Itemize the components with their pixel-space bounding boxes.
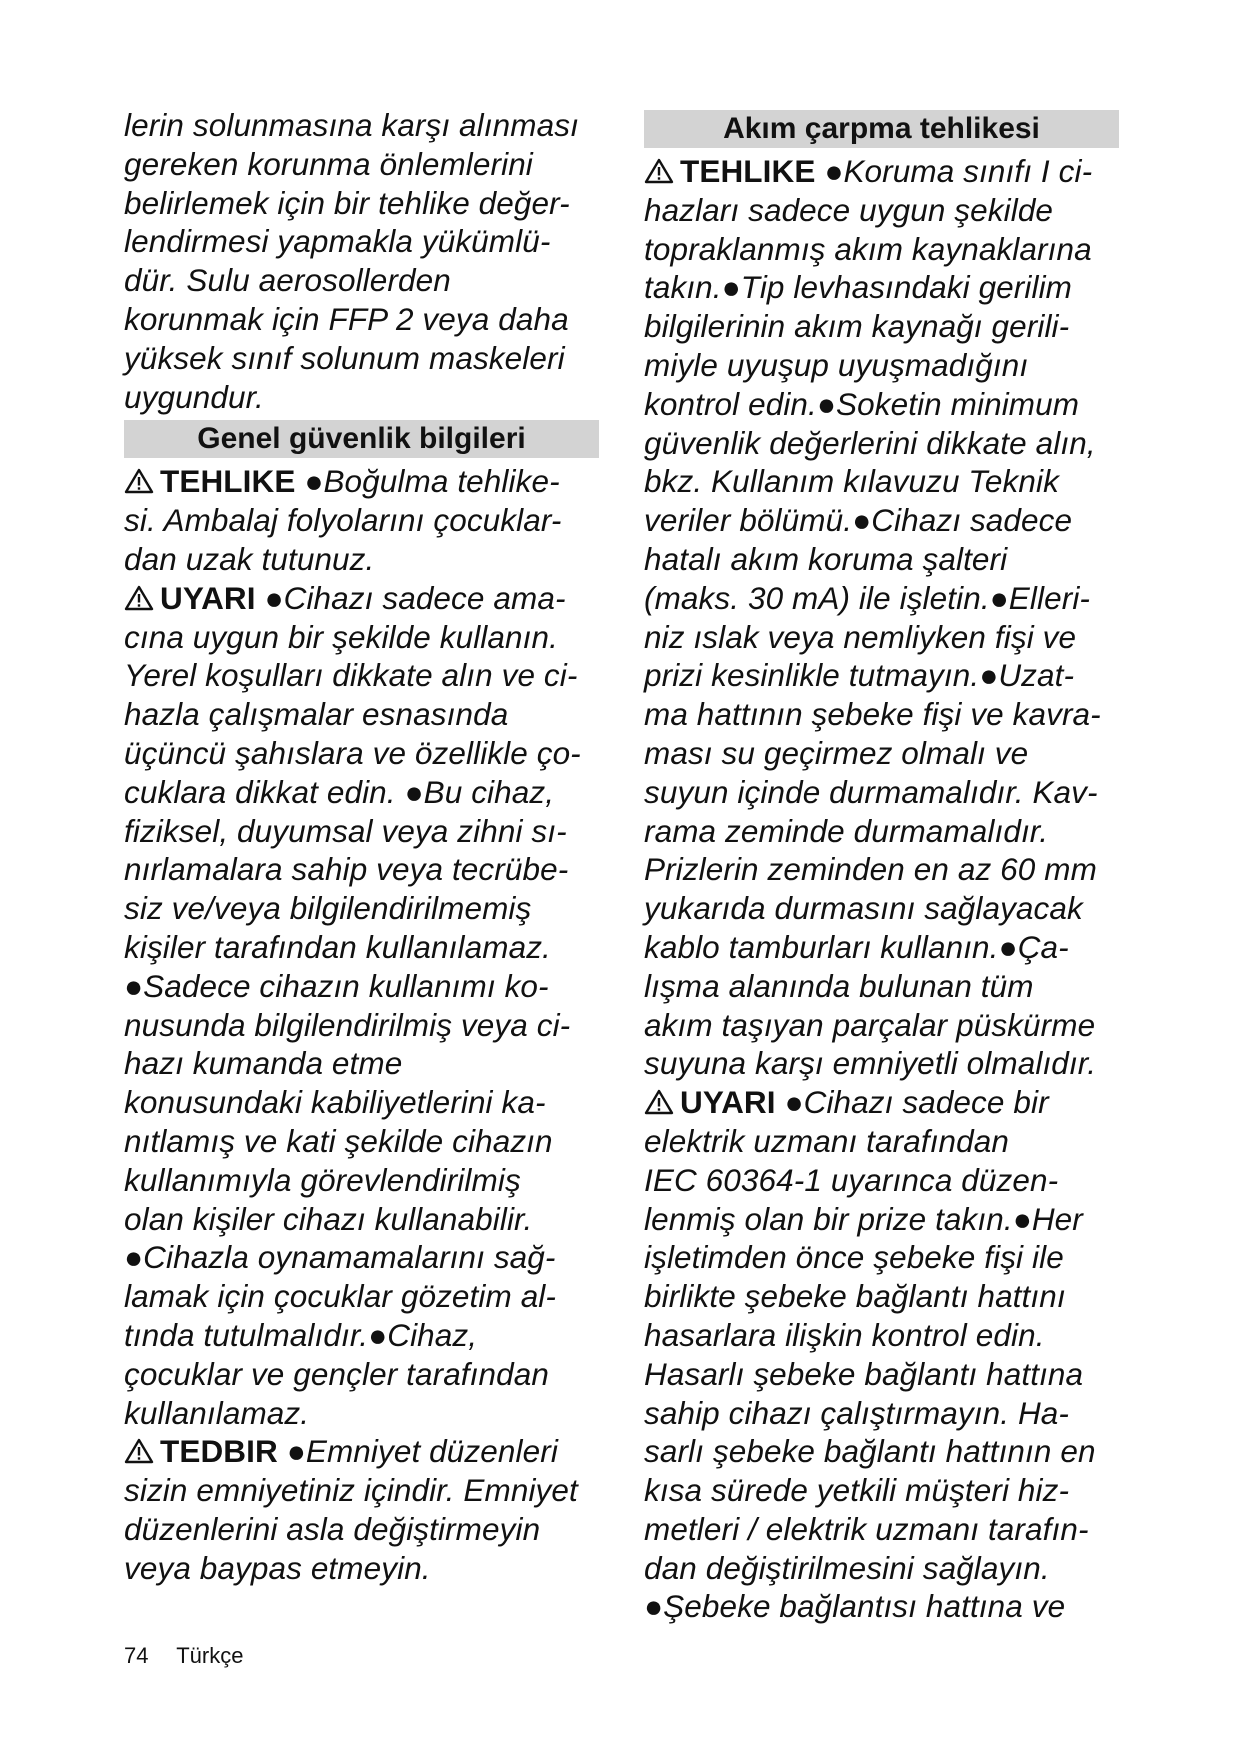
text-line: hazla çalışmalar esnasında: [124, 696, 509, 733]
text-line: korunmak için FFP 2 veya daha: [124, 300, 569, 337]
danger-notice-keyword: TEHLIKE: [680, 153, 816, 189]
text-line: tında tutulmalıdır.●Cihaz,: [124, 1316, 478, 1353]
text-line: hazları sadece uygun şekilde: [644, 191, 1054, 228]
text-line: lenmiş olan bir prize takın.●Her: [644, 1200, 1083, 1237]
danger-notice-first-line: [124, 462, 599, 501]
text-line: Yerel koşulları dikkate alın ve ci-: [124, 657, 578, 694]
text-line: olan kişiler cihazı kullanabilir.: [124, 1200, 533, 1237]
danger-notice-keyword: TEHLIKE: [160, 463, 296, 500]
warning-notice-keyword: UYARI: [680, 1084, 776, 1121]
warning-triangle-icon: [124, 1434, 154, 1460]
right-column: [644, 106, 1119, 1626]
warning-notice-first-line: [124, 579, 599, 618]
page-number: 74: [124, 1643, 149, 1668]
text-line: rama zeminde durmamalıdır.: [644, 812, 1049, 849]
text-line: hatalı akım koruma şalteri: [644, 540, 1008, 577]
warning-notice-keyword: UYARI: [160, 579, 256, 616]
text-line: kullanılamaz.: [124, 1394, 310, 1431]
text-line: ●Şebeke bağlantısı hattına ve: [644, 1588, 1066, 1625]
text-line: Hasarlı şebeke bağlantı hattına: [644, 1355, 1084, 1392]
text-line: cına uygun bir şekilde kullanın.: [124, 618, 558, 655]
text-line: siz ve/veya bilgilendirilmemiş: [124, 890, 532, 927]
text-line: veya baypas etmeyin.: [124, 1549, 431, 1586]
warning-triangle-icon: [644, 154, 674, 180]
text-line: akım taşıyan parçalar püskürme: [644, 1006, 1096, 1043]
text-line: dan uzak tutunuz.: [124, 540, 375, 577]
text-line: nusunda bilgilendirilmiş veya ci-: [124, 1006, 571, 1043]
text-line: hazı kumanda etme: [124, 1045, 403, 1082]
section-heading-electric-shock: Akım çarpma tehlikesi: [644, 110, 1119, 148]
text-line: bilgilerinin akım kaynağı gerili-: [644, 308, 1070, 345]
text-line: düzenlerini asla değiştirmeyin: [124, 1510, 541, 1547]
text-line: kısa sürede yetkili müşteri hiz-: [644, 1472, 1070, 1509]
text-line: prizi kesinlikle tutmayın.●Uzat-: [644, 657, 1075, 694]
text-line: IEC 60364-1 uyarınca düzen-: [644, 1161, 1059, 1198]
left-column: [124, 106, 599, 1587]
text-line: uygundur.: [124, 378, 264, 415]
text-line: dür. Sulu aerosollerden: [124, 262, 451, 299]
warning-triangle-icon: [644, 1085, 674, 1111]
text-line: güvenlik değerlerini dikkate alın,: [644, 424, 1096, 461]
text-line: sarlı şebeke bağlantı hattının en: [644, 1433, 1096, 1470]
danger-notice-text: ●Boğulma tehlike-: [304, 463, 560, 500]
text-line: (maks. 30 mA) ile işletin.●Elleri-: [644, 579, 1091, 616]
warning-triangle-icon: [124, 464, 154, 490]
text-line: kişiler tarafından kullanılamaz.: [124, 928, 551, 965]
text-line: hasarlara ilişkin kontrol edin.: [644, 1316, 1045, 1353]
text-line: sizin emniyetiniz içindir. Emniyet: [124, 1472, 578, 1509]
page-footer: [124, 1643, 265, 1669]
text-line: çocuklar ve gençler tarafından: [124, 1355, 549, 1392]
text-line: nırlamalara sahip veya tecrübe-: [124, 851, 569, 888]
text-line: suyun içinde durmamalıdır. Kav-: [644, 773, 1098, 810]
warning-notice-text: ●Cihazı sadece bir: [784, 1084, 1049, 1121]
text-line: belirlemek için bir tehlike değer-: [124, 184, 570, 221]
text-line: sahip cihazı çalıştırmayın. Ha-: [644, 1394, 1069, 1431]
text-line: yukarıda durmasını sağlayacak: [644, 890, 1083, 927]
text-line: topraklanmış akım kaynaklarına: [644, 230, 1092, 267]
text-line: miyle uyuşup uyuşmadığını: [644, 346, 1029, 383]
text-line: konusundaki kabiliyetlerini ka-: [124, 1084, 546, 1121]
text-line: fiziksel, duyumsal veya zihni sı-: [124, 812, 567, 849]
caution-notice-text: ●Emniyet düzenleri: [286, 1433, 558, 1470]
text-line: kablo tamburları kullanın.●Ça-: [644, 928, 1069, 965]
text-line: kontrol edin.●Soketin minimum: [644, 385, 1080, 422]
text-line: cuklara dikkat edin. ●Bu cihaz,: [124, 773, 555, 810]
warning-triangle-icon: [124, 581, 154, 607]
text-line: veriler bölümü.●Cihazı sadece: [644, 502, 1073, 539]
text-line: lerin solunmasına karşı alınması: [124, 107, 579, 143]
text-line: bkz. Kullanım kılavuzu Teknik: [644, 463, 1059, 500]
text-line: üçüncü şahıslara ve özellikle ço-: [124, 734, 581, 771]
warning-notice-text: ●Cihazı sadece ama-: [264, 579, 566, 616]
caution-notice-keyword: TEDBIR: [160, 1433, 278, 1470]
warning-notice-first-line: [644, 1083, 1119, 1122]
text-line: yüksek sınıf solunum maskeleri: [124, 339, 565, 376]
text-line: takın.●Tip levhasındaki gerilim: [644, 269, 1073, 306]
text-line: Prizlerin zeminden en az 60 mm: [644, 851, 1097, 888]
text-line: metleri / elektrik uzmanı tarafın-: [644, 1510, 1089, 1547]
text-line: lamak için çocuklar gözetim al-: [124, 1278, 556, 1315]
text-line: nıtlamış ve kati şekilde cihazın: [124, 1122, 553, 1159]
text-line: gereken korunma önlemlerini: [124, 145, 533, 182]
text-line: işletimden önce şebeke fişi ile: [644, 1239, 1064, 1276]
text-line: lendirmesi yapmakla yükümlü-: [124, 223, 551, 260]
text-line: si. Ambalaj folyolarını çocuklar-: [124, 502, 562, 539]
text-line: lışma alanında bulunan tüm: [644, 967, 1034, 1004]
footer-language: Türkçe: [176, 1643, 244, 1668]
text-line: elektrik uzmanı tarafından: [644, 1122, 1010, 1159]
danger-notice-text: ●Koruma sınıfı I ci-: [824, 153, 1093, 189]
text-line: ●Cihazla oynamamalarını sağ-: [124, 1239, 556, 1276]
danger-notice-first-line: [644, 152, 1119, 191]
caution-notice-first-line: [124, 1432, 599, 1471]
text-line: ma hattının şebeke fişi ve kavra-: [644, 696, 1101, 733]
text-line: ması su geçirmez olmalı ve: [644, 734, 1029, 771]
text-line: suyuna karşı emniyetli olmalıdır.: [644, 1045, 1097, 1082]
text-line: birlikte şebeke bağlantı hattını: [644, 1278, 1066, 1315]
section-heading-general-safety: Genel güvenlik bilgileri: [124, 420, 599, 458]
text-line: dan değiştirilmesini sağlayın.: [644, 1549, 1050, 1586]
text-line: niz ıslak veya nemliyken fişi ve: [644, 618, 1077, 655]
text-line: ●Sadece cihazın kullanımı ko-: [124, 967, 549, 1004]
text-line: kullanımıyla görevlendirilmiş: [124, 1161, 521, 1198]
